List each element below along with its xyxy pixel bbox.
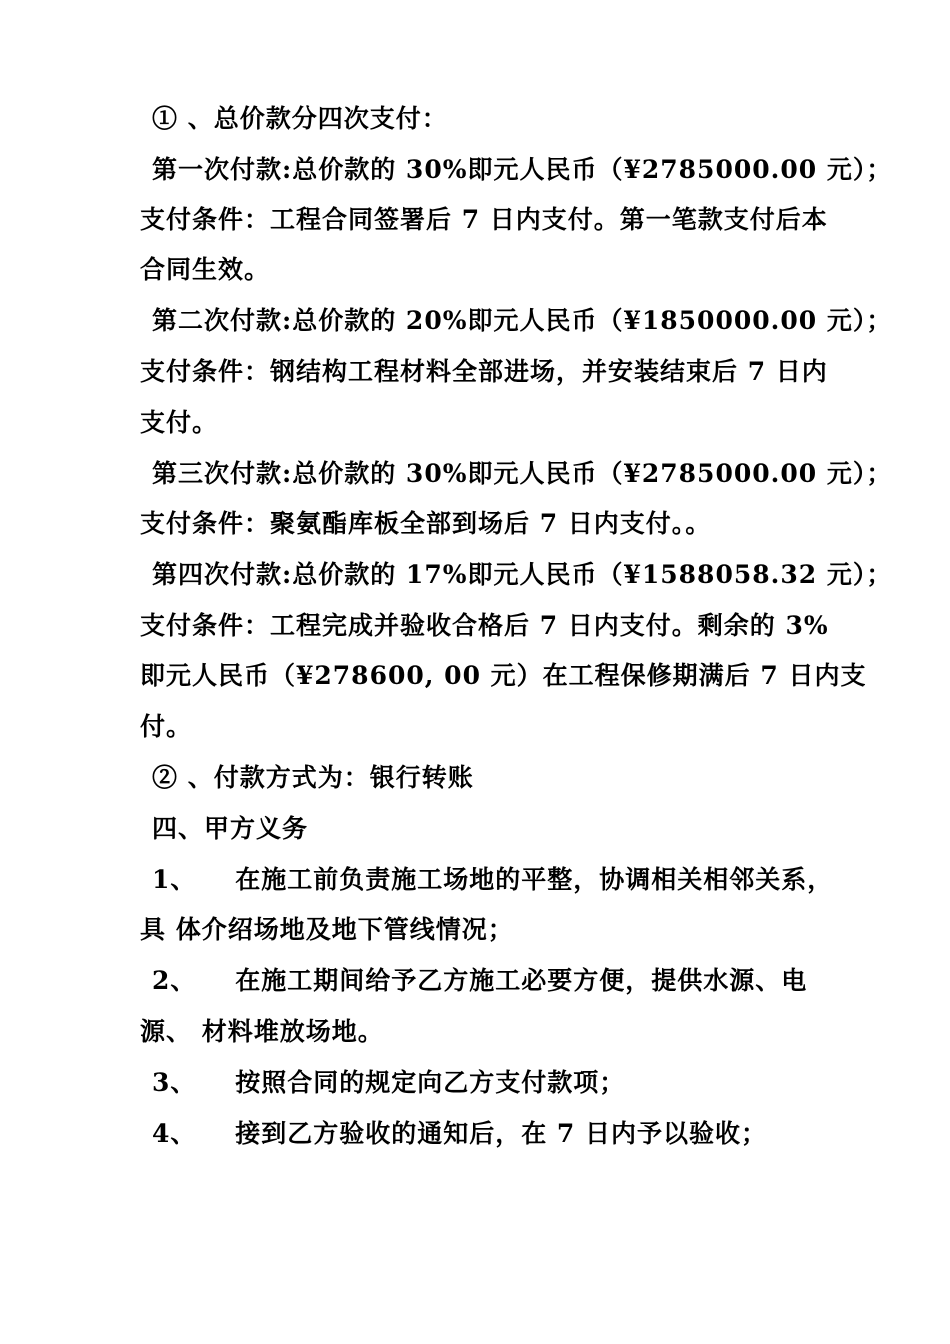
text-line: 四、甲方义务 xyxy=(152,814,309,843)
text-line: 支付条件：聚氨酯库板全部到场后 7 日内支付。。 xyxy=(140,509,712,538)
text-line: 3、 按照合同的规定向乙方支付款项； xyxy=(152,1068,626,1097)
text-line: ① 、总价款分四次支付： xyxy=(152,104,448,133)
text-line: ② 、付款方式为：银行转账 xyxy=(152,763,474,792)
text-line: 支付条件：钢结构工程材料全部进场，并安装结束后 7 日内 xyxy=(140,357,828,386)
text-line: 具 体介绍场地及地下管线情况； xyxy=(140,915,514,944)
text-line: 第二次付款:总价款的 20%即元人民币（¥1850000.00 元）； xyxy=(152,306,893,335)
text-line: 付。 xyxy=(140,712,193,741)
text-line: 支付条件：工程完成并验收合格后 7 日内支付。剩余的 3% xyxy=(140,611,829,640)
text-line: 合同生效。 xyxy=(140,255,271,284)
text-line: 第四次付款:总价款的 17%即元人民币（¥1588058.32 元）； xyxy=(152,560,893,589)
text-line: 1、 在施工前负责施工场地的平整，协调相关相邻关系， xyxy=(152,865,834,894)
text-line: 即元人民币（¥278600, 00 元）在工程保修期满后 7 日内支 xyxy=(140,661,867,690)
text-line: 第三次付款:总价款的 30%即元人民币（¥2785000.00 元）； xyxy=(152,459,893,488)
text-line: 第一次付款:总价款的 30%即元人民币（¥2785000.00 元）； xyxy=(152,155,893,184)
text-line: 支付。 xyxy=(140,408,219,437)
text-line: 2、 在施工期间给予乙方施工必要方便，提供水源、电 xyxy=(152,966,808,995)
text-line: 4、 接到乙方验收的通知后，在 7 日内予以验收； xyxy=(152,1119,768,1148)
text-line: 源、 材料堆放场地。 xyxy=(140,1017,384,1046)
text-line: 支付条件：工程合同签署后 7 日内支付。第一笔款支付后本 xyxy=(140,205,828,234)
